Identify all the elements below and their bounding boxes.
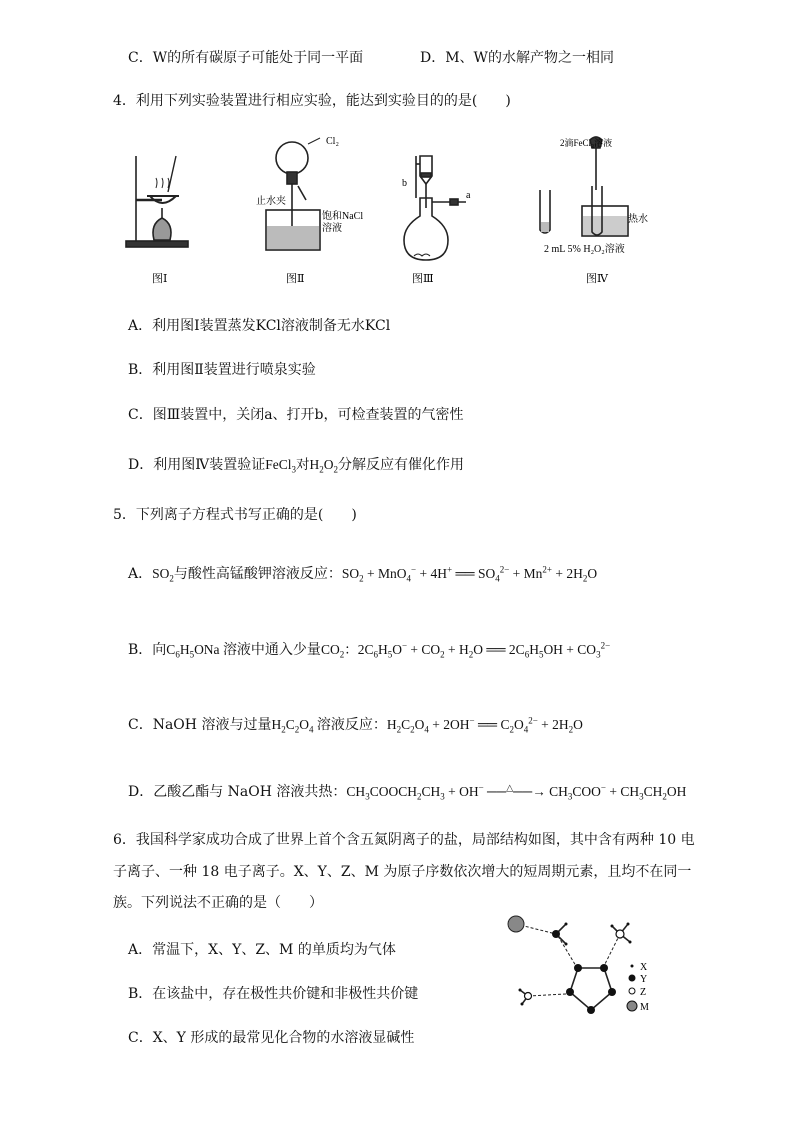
fig4-h2o2-label: 2 mL 5% H₂O₂溶液 [544, 244, 625, 255]
figure-4-catalysis [540, 137, 628, 236]
q6-stem-line1: 6．我国科学家成功合成了世界上首个含五氮阴离子的盐，局部结构如图，其中含有两种 10 电 [113, 832, 695, 848]
figure-1-caption: 图Ⅰ [152, 273, 168, 285]
q3-option-d: D．M、W的水解产物之一相同 [420, 50, 614, 66]
fig4-hotwater-label: 热水 [628, 214, 648, 225]
legend-z: Z [640, 987, 647, 998]
figure-3-caption: 图Ⅲ [412, 273, 434, 285]
fig2-solution-label-2: 溶液 [322, 223, 342, 234]
q4-option-a: A．利用图Ⅰ装置蒸发KCl溶液制备无水KCl [128, 318, 391, 334]
legend-x: X [640, 962, 648, 973]
figure-4-caption: 图Ⅳ [586, 273, 608, 285]
figure-2-caption: 图Ⅱ [286, 273, 305, 285]
figure-2-fountain [266, 138, 320, 250]
q4-stem: 4．利用下列实验装置进行相应实验，能达到实验目的的是( ) [113, 93, 511, 109]
q6-option-c: C．X、Y 形成的最常见化合物的水溶液显碱性 [128, 1030, 415, 1046]
fig4-drops-label: 2滴FeCl₃溶液 [560, 138, 613, 148]
atom-m [508, 916, 524, 932]
q6-stem-line2: 子离子、一种 18 电子离子。X、Y、Z、M 为原子序数依次增大的短周期元素，且均不在同一 [113, 864, 692, 880]
figure-1-evaporation [126, 156, 188, 247]
q5-stem: 5．下列离子方程式书写正确的是( ) [113, 507, 357, 523]
q5-option-b: B．向$C_6H_5ONa$ 溶液中通入少量$CO_2$：$2C_6H_5O^- + CO_2 + H_2O$ ══ $2C_6H_5OH + CO_3^{2-}$ [128, 640, 611, 660]
q4-option-d: D．利用图Ⅳ装置验证FeCl$_3$对$H_2O_2$分解反应有催化作用 [128, 457, 464, 475]
q6-option-b: B．在该盐中，存在极性共价键和非极性共价键 [128, 986, 419, 1002]
q5-option-d: D．乙酸乙酯与 NaOH 溶液共热：$CH_3COOCH_2CH_3 + OH^-$ ──△──→ $CH_3COO^- + CH_3CH_2OH$ [128, 782, 687, 802]
q6-option-a: A．常温下，X、Y、Z、M 的单质均为气体 [128, 942, 396, 958]
legend-m: M [640, 1002, 649, 1013]
q5-option-a: A．$SO_2$与酸性高锰酸钾溶液反应：$SO_2 + MnO_4^- + 4H^+$ ══ $SO_4^{2-} + Mn^{2+} + 2H_2O$ [128, 564, 598, 584]
q3-option-c: C．W的所有碳原子可能处于同一平面 [128, 50, 364, 66]
fig2-solution-label-1: 饱和NaCl [322, 211, 364, 222]
fig2-cl2-label: Cl₂ [326, 136, 339, 147]
fig3-a-label: a [466, 190, 471, 201]
fig2-clamp-label: 止水夹 [256, 196, 286, 207]
q5-option-c: C．NaOH 溶液与过量$H_2C_2O_4$ 溶液反应：$H_2C_2O_4 + 2OH^-$ ══ $C_2O_4^{2-} + 2H_2O$ [128, 715, 583, 735]
figure-3-airtightness [404, 156, 466, 260]
q6-structure-diagram [496, 906, 686, 1026]
fig3-b-label: b [402, 178, 407, 189]
q6-stem-line3: 族。下列说法不正确的是（ ） [113, 895, 323, 911]
q4-apparatus-figures [120, 128, 648, 293]
q4-option-b: B．利用图Ⅱ装置进行喷泉实验 [128, 362, 316, 378]
q4-option-c: C．图Ⅲ装置中，关闭a、打开b，可检查装置的气密性 [128, 407, 464, 423]
legend-y: Y [640, 974, 648, 985]
